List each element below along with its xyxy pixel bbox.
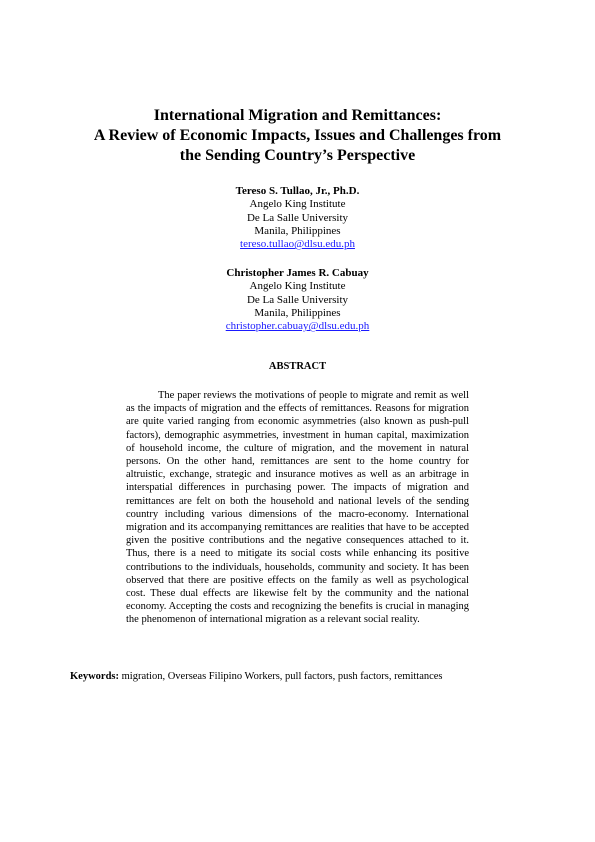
- paper-title: [40, 106, 555, 166]
- author-affiliation-location: Manila, Philippines: [254, 224, 341, 237]
- author-affiliation-location: Manila, Philippines: [254, 306, 341, 319]
- author-name: Tereso S. Tullao, Jr., Ph.D.: [235, 185, 360, 197]
- abstract-text: The paper reviews the motivations of people to migrate and remit as well as the impacts of migration and the effects of remittances. Reasons for migration are quite varied ranging from economic asymmetries (also known as push-pull factors), demographic asymmetries, investment in human capital, maximization of household income, the culture of migration, and the movement in natural persons. On the other hand, remittances are sent to the home country for altruistic, exchange, strategic and insurance motives as well as an arbitrage in interspatial differences in purchasing power. The impacts of migration and remittances are felt on both the household and national levels of the sending country including various dimensions of the macro-economy. International migration and its accompanying remittances are realities that have to be accepted given the positive contributions and the negative consequences attached to it. Thus, there is a need to mitigate its social costs while enhancing its positive contributions to the individuals, households, community and society. It has been observed that there are positive effects on the family as well as psychological cost. These dual effects are likewise felt by the community and the national economy. Accepting the costs and recognizing the benefits is crucial in managing the phenomenon of international migration as a relevant social reality.: [126, 390, 469, 626]
- author-affiliation-university: De La Salle University: [246, 211, 349, 224]
- author-block-2: [150, 267, 445, 333]
- keywords-text: migration, Overseas Filipino Workers, pull factors, push factors, remittances: [121, 671, 443, 682]
- keywords-line: [70, 670, 540, 683]
- abstract-heading: ABSTRACT: [268, 361, 327, 372]
- title-line-1: International Migration and Remittances:: [153, 107, 442, 124]
- author-email-link[interactable]: tereso.tullao@dlsu.edu.ph: [240, 238, 355, 251]
- title-line-3: the Sending Country’s Perspective: [179, 147, 416, 164]
- title-line-2: A Review of Economic Impacts, Issues and Challenges from: [93, 127, 502, 144]
- keywords-label: Keywords:: [70, 671, 119, 682]
- author-affiliation-university: De La Salle University: [246, 293, 349, 306]
- author-block-1: [150, 185, 445, 251]
- author-affiliation-institute: Angelo King Institute: [249, 280, 346, 293]
- author-affiliation-institute: Angelo King Institute: [249, 198, 346, 211]
- author-email-link[interactable]: christopher.cabuay@dlsu.edu.ph: [225, 320, 370, 333]
- author-name: Christopher James R. Cabuay: [226, 267, 369, 279]
